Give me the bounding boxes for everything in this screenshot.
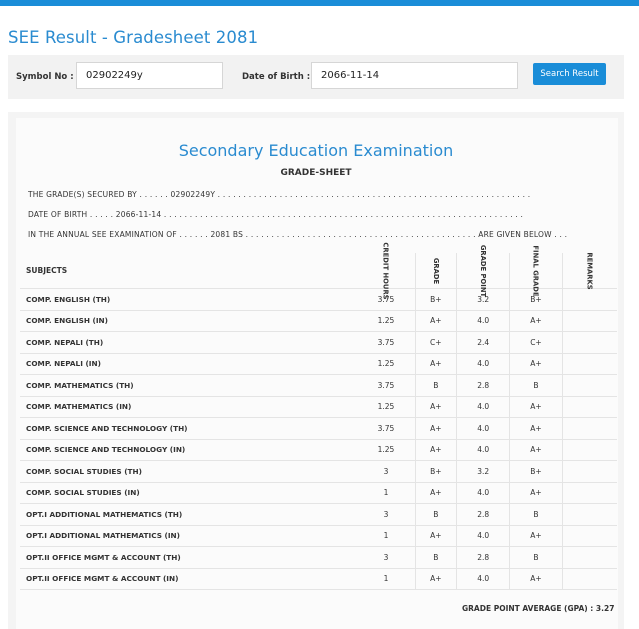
- subject-cell: COMP. SCIENCE AND TECHNOLOGY (TH): [20, 418, 357, 440]
- subject-cell: OPT.I ADDITIONAL MATHEMATICS (IN): [20, 525, 357, 547]
- final-grade-cell: A+: [510, 418, 562, 440]
- final-grade-cell: C+: [510, 332, 562, 354]
- grade-row: [20, 547, 617, 569]
- grade-point-cell: 4.0: [457, 439, 510, 461]
- grade-row: [20, 375, 617, 397]
- final-grade-cell: B: [510, 504, 562, 526]
- grade-cell: A+: [415, 310, 456, 332]
- credit-hours-cell: 1: [357, 525, 415, 547]
- grade-cell: B+: [415, 289, 456, 311]
- grade-point-cell: 4.0: [457, 568, 510, 590]
- remarks-cell: [562, 418, 617, 440]
- grade-point-cell: 2.4: [457, 332, 510, 354]
- credit-hours-cell: 3.75: [357, 289, 415, 311]
- grade-cell: B: [415, 504, 456, 526]
- credit-hours-cell: 1.25: [357, 310, 415, 332]
- grade-cell: A+: [415, 353, 456, 375]
- remarks-cell: [562, 461, 617, 483]
- symbol-no-input[interactable]: 02902249y: [76, 62, 223, 89]
- credit-hours-cell: 1: [357, 568, 415, 590]
- remarks-cell: [562, 568, 617, 590]
- grade-row: [20, 525, 617, 547]
- grade-row: [20, 396, 617, 418]
- final-grade-cell: A+: [510, 525, 562, 547]
- final-grade-header: FINAL GRADE: [510, 253, 562, 289]
- subject-cell: COMP. SOCIAL STUDIES (IN): [20, 482, 357, 504]
- date-of-birth-label: Date of Birth :: [242, 72, 311, 82]
- remarks-cell: [562, 525, 617, 547]
- grade-point-cell: 4.0: [457, 353, 510, 375]
- remarks-cell: [562, 289, 617, 311]
- final-grade-cell: B: [510, 375, 562, 397]
- gradesheet-heading: GRADE-SHEET: [280, 168, 352, 178]
- page-title: SEE Result - Gradesheet 2081: [8, 28, 259, 47]
- gpa-summary: GRADE POINT AVERAGE (GPA) : 3.27: [462, 604, 615, 613]
- remarks-cell: [562, 396, 617, 418]
- grade-point-cell: 3.2: [457, 289, 510, 311]
- credit-hours-cell: 3: [357, 461, 415, 483]
- credit-hours-cell: 1.25: [357, 396, 415, 418]
- grade-cell: A+: [415, 439, 456, 461]
- secured-by-line: THE GRADE(S) SECURED BY . . . . . . 02902249Y . . . . . . . . . . . . . . . . . . . . . . . . . . . . . . . . . . . . . . . . . . . . . . . . . . . . . . . . . . . . .: [28, 190, 531, 199]
- examination-line: IN THE ANNUAL SEE EXAMINATION OF . . . . . . 2081 BS . . . . . . . . . . . . . . . . . . . . . . . . . . . . . . . . . . . . . . . . . . . . . ARE GIVEN BELOW . . .: [28, 230, 568, 239]
- grade-point-cell: 3.2: [457, 461, 510, 483]
- subject-cell: COMP. SOCIAL STUDIES (TH): [20, 461, 357, 483]
- final-grade-cell: B+: [510, 461, 562, 483]
- grade-point-cell: 2.8: [457, 547, 510, 569]
- grade-cell: A+: [415, 418, 456, 440]
- credit-hours-cell: 3.75: [357, 375, 415, 397]
- grade-point-cell: 2.8: [457, 504, 510, 526]
- grade-row: [20, 289, 617, 311]
- grade-point-header: GRADE POINT: [457, 253, 510, 289]
- grade-cell: B+: [415, 461, 456, 483]
- remarks-cell: [562, 482, 617, 504]
- final-grade-cell: A+: [510, 396, 562, 418]
- credit-hours-cell: 1.25: [357, 439, 415, 461]
- grade-row: [20, 418, 617, 440]
- remarks-cell: [562, 439, 617, 461]
- subject-cell: COMP. NEPALI (IN): [20, 353, 357, 375]
- remarks-cell: [562, 310, 617, 332]
- final-grade-cell: B+: [510, 289, 562, 311]
- remarks-cell: [562, 504, 617, 526]
- subject-cell: COMP. SCIENCE AND TECHNOLOGY (IN): [20, 439, 357, 461]
- date-of-birth-line: DATE OF BIRTH . . . . . 2066-11-14 . . . . . . . . . . . . . . . . . . . . . . . . . . . . . . . . . . . . . . . . . . . . . . . . . . . . . . . . . . . . . . . . . . . . . .: [28, 210, 524, 219]
- grade-header: GRADE: [415, 253, 456, 289]
- remarks-header: REMARKS: [562, 253, 617, 289]
- remarks-cell: [562, 547, 617, 569]
- grades-table: [20, 241, 617, 590]
- grade-cell: A+: [415, 525, 456, 547]
- date-of-birth-input[interactable]: 2066-11-14: [311, 62, 518, 89]
- grade-point-cell: 4.0: [457, 396, 510, 418]
- grade-row: [20, 310, 617, 332]
- grade-cell: C+: [415, 332, 456, 354]
- grade-row: [20, 461, 617, 483]
- grade-row: [20, 568, 617, 590]
- subject-cell: OPT.I ADDITIONAL MATHEMATICS (TH): [20, 504, 357, 526]
- subjects-header: SUBJECTS: [20, 253, 357, 289]
- subject-cell: OPT.II OFFICE MGMT & ACCOUNT (IN): [20, 568, 357, 590]
- search-result-button[interactable]: Search Result: [533, 63, 606, 85]
- credit-hours-cell: 3: [357, 504, 415, 526]
- grade-point-cell: 4.0: [457, 418, 510, 440]
- grade-cell: B: [415, 375, 456, 397]
- grade-cell: B: [415, 547, 456, 569]
- credit-hours-cell: 1.25: [357, 353, 415, 375]
- exam-title: Secondary Education Examination: [178, 141, 454, 160]
- grade-point-cell: 4.0: [457, 482, 510, 504]
- grade-row: [20, 482, 617, 504]
- remarks-cell: [562, 353, 617, 375]
- grade-row: [20, 353, 617, 375]
- final-grade-cell: A+: [510, 568, 562, 590]
- final-grade-cell: A+: [510, 439, 562, 461]
- credit-hours-cell: 1: [357, 482, 415, 504]
- grade-cell: A+: [415, 482, 456, 504]
- grade-cell: A+: [415, 396, 456, 418]
- grade-row: [20, 332, 617, 354]
- top-accent-bar: [0, 0, 639, 6]
- final-grade-cell: A+: [510, 310, 562, 332]
- subject-cell: COMP. ENGLISH (TH): [20, 289, 357, 311]
- grade-point-cell: 4.0: [457, 310, 510, 332]
- subject-cell: COMP. MATHEMATICS (TH): [20, 375, 357, 397]
- symbol-no-label: Symbol No :: [16, 72, 74, 82]
- credit-hours-cell: 3: [357, 547, 415, 569]
- credit-hours-cell: 3.75: [357, 332, 415, 354]
- final-grade-cell: A+: [510, 482, 562, 504]
- credit-hours-header: CREDIT HOURS: [357, 253, 415, 289]
- grade-row: [20, 504, 617, 526]
- grade-point-cell: 2.8: [457, 375, 510, 397]
- credit-hours-cell: 3.75: [357, 418, 415, 440]
- final-grade-cell: B: [510, 547, 562, 569]
- remarks-cell: [562, 375, 617, 397]
- grade-cell: A+: [415, 568, 456, 590]
- final-grade-cell: A+: [510, 353, 562, 375]
- grade-row: [20, 439, 617, 461]
- subject-cell: COMP. MATHEMATICS (IN): [20, 396, 357, 418]
- remarks-cell: [562, 332, 617, 354]
- subject-cell: COMP. ENGLISH (IN): [20, 310, 357, 332]
- grade-point-cell: 4.0: [457, 525, 510, 547]
- subject-cell: OPT.II OFFICE MGMT & ACCOUNT (TH): [20, 547, 357, 569]
- subject-cell: COMP. NEPALI (TH): [20, 332, 357, 354]
- grades-header-row: [20, 253, 617, 289]
